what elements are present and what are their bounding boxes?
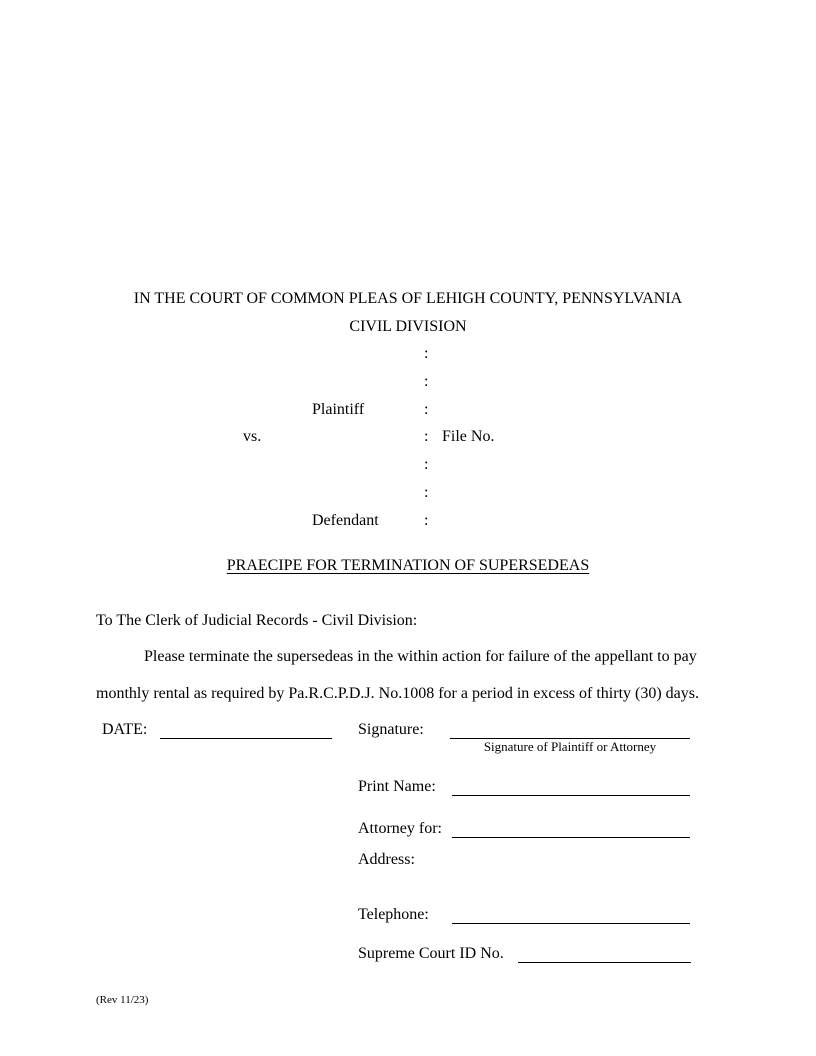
date-signature-row xyxy=(0,720,816,740)
attorney-for-row xyxy=(0,819,816,839)
caption-row-defendant xyxy=(96,507,720,535)
telephone-label: Telephone: xyxy=(358,906,429,923)
defendant-label: Defendant xyxy=(312,511,379,529)
address-row xyxy=(0,850,816,870)
telephone-fill-line xyxy=(452,905,690,924)
print-name-label: Print Name: xyxy=(358,778,436,795)
date-label: DATE: xyxy=(102,721,148,738)
caption-row xyxy=(96,340,720,368)
caption-colon: : xyxy=(424,483,429,501)
caption-colon: : xyxy=(424,511,429,529)
attorney-for-fill-line xyxy=(452,819,690,838)
signature-fill-line xyxy=(450,720,690,739)
revision-note: (Rev 11/23) xyxy=(96,994,149,1006)
caption-row xyxy=(96,479,720,507)
caption-colon: : xyxy=(424,373,429,391)
signature-label: Signature: xyxy=(358,721,424,738)
caption-colon: : xyxy=(424,456,429,474)
vs-label: vs. xyxy=(243,428,262,446)
document-content xyxy=(96,285,720,712)
date-fill-line xyxy=(160,720,332,739)
address-label: Address: xyxy=(358,851,415,868)
caption-colon: : xyxy=(424,400,429,418)
signature-caption: Signature of Plaintiff or Attorney xyxy=(483,739,657,754)
plaintiff-label: Plaintiff xyxy=(312,400,365,418)
caption-colon: : xyxy=(424,345,429,363)
supreme-court-id-row xyxy=(0,944,816,964)
court-heading: IN THE COURT OF COMMON PLEAS OF LEHIGH COUNTY, PENNSYLVANIA xyxy=(133,290,683,307)
print-name-row xyxy=(0,777,816,797)
supreme-court-id-fill-line xyxy=(518,944,691,963)
body-text xyxy=(96,603,720,713)
supreme-court-id-label: Supreme Court ID No. xyxy=(358,945,504,962)
caption-colon: : xyxy=(424,428,429,446)
salutation-line: To The Clerk of Judicial Records - Civil Division: xyxy=(96,611,418,629)
attorney-for-label: Attorney for: xyxy=(358,820,442,837)
file-no-label: File No. xyxy=(442,428,495,446)
caption-row xyxy=(96,368,720,396)
document-title: PRAECIPE FOR TERMINATION OF SUPERSEDEAS xyxy=(226,557,590,575)
caption-row-vs xyxy=(96,423,720,451)
body-paragraph: Please terminate the supersedeas in the within action for failure of the appellant to pay monthly rental as required by Pa.R.C.P.D.J. No.1008 for a period in excess of thirty (30) days. xyxy=(96,648,700,702)
caption-row-plaintiff xyxy=(96,396,720,424)
division-heading: CIVIL DIVISION xyxy=(349,317,467,335)
print-name-fill-line xyxy=(452,777,690,796)
telephone-row xyxy=(0,905,816,925)
caption-row xyxy=(96,451,720,479)
